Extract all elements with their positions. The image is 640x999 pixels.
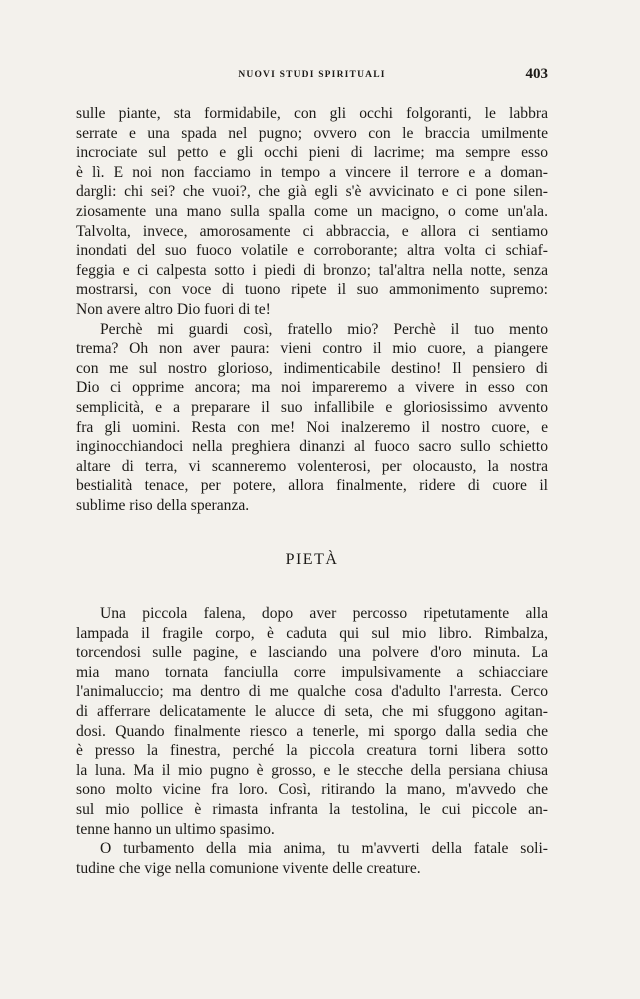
text-line: bestialità tenace, per potere, allora finalmente, ridere di cuore il xyxy=(76,477,548,495)
text-line: di afferrare delicatamente le alucce di seta, che mi sfuggono agitan- xyxy=(76,702,548,720)
page-number: 403 xyxy=(525,66,548,82)
text-line: mia mano tornata fanciulla corre impulsivamente a schiacciare xyxy=(76,663,548,681)
text-line: incrociate sul petto e gli occhi pieni di lacrime; ma sempre esso xyxy=(76,144,548,162)
running-title: NUOVI STUDI SPIRITUALI xyxy=(238,70,386,80)
text-line: sulle piante, sta formidabile, con gli occhi folgoranti, le labbra xyxy=(76,105,548,122)
text-line: Dio ci opprime ancora; ma noi impareremo a vivere in esso con xyxy=(76,379,548,397)
text-line: torcendosi sulle pagine, e lasciando una polvere d'oro minuta. La xyxy=(76,644,548,662)
text-line: ziosamente una mano sulla spalla come un macigno, o come un'ala. xyxy=(76,202,548,220)
text-line: tudine che vige nella comunione vivente delle creature. xyxy=(76,859,421,877)
text-line: lampada il fragile corpo, è caduta qui sul mio libro. Rimbalza, xyxy=(76,624,548,642)
text-line: inondati del suo fuoco volatile e corroborante; altra volta ci schiaf- xyxy=(76,242,548,260)
text-line: serrate e una spada nel pugno; ovvero con le braccia umilmente xyxy=(76,124,548,142)
text-line: Perchè mi guardi così, fratello mio? Perchè il tuo mento xyxy=(100,320,548,338)
text-line: Non avere altro Dio fuori di te! xyxy=(76,300,271,318)
paragraph-4 xyxy=(76,839,548,878)
text-line: sul mio pollice è rimasta infranta la testolina, le cui piccole an- xyxy=(76,800,548,818)
text-line: dargli: chi sei? che vuoi?, che già egli s'è avvicinato e ci pone silen- xyxy=(76,183,548,201)
page-header xyxy=(76,66,548,86)
text-line: con me sul nostro glorioso, indimenticabile destino! Il pensiero di xyxy=(76,359,548,377)
text-line: fra gli uomini. Resta con me! Noi inalzeremo il nostro cuore, e xyxy=(76,418,548,436)
paragraph-3 xyxy=(76,604,548,839)
text-line: tenne hanno un ultimo spasimo. xyxy=(76,820,275,838)
text-line: altare di terra, vi scanneremo volenterosi, per olocausto, la nostra xyxy=(76,457,548,475)
section-title: PIETÀ xyxy=(285,551,339,568)
text-line: sono molto vicine fra loro. Così, ritirando la mano, m'avvedo che xyxy=(76,781,548,799)
text-line: trema? Oh non aver paura: vieni contro il mio cuore, a piangere xyxy=(76,340,548,358)
text-line: inginocchiandoci nella preghiera dinanzi al fuoco sacro sullo schietto xyxy=(76,438,548,456)
text-line: sublime riso della speranza. xyxy=(76,496,250,514)
text-line: mostrarsi, con voce di tuono ripete il suo ammonimento supremo: xyxy=(76,281,548,299)
text-line: dosi. Quando finalmente riesco a tenerle, mi sporgo dalla sedia che xyxy=(76,722,548,740)
text-line: Talvolta, invece, amorosamente ci abbraccia, e allora ci sentiamo xyxy=(76,222,548,240)
text-line: è presso la finestra, perché la piccola creatura torni libera sotto xyxy=(76,742,548,760)
text-line: Una piccola falena, dopo aver percosso ripetutamente alla xyxy=(100,605,548,622)
text-line: la luna. Ma il mio pugno è grosso, e le stecche della persiana chiusa xyxy=(76,761,548,779)
text-line: è lì. E noi non facciamo in tempo a vincere il terrore e a doman- xyxy=(76,163,548,181)
text-line: l'animaluccio; ma dentro di me qualche cosa d'adulto l'arresta. Cerco xyxy=(76,683,548,701)
text-line: O turbamento della mia anima, tu m'avverti della fatale soli- xyxy=(100,840,548,858)
paragraph-2 xyxy=(76,320,548,516)
text-line: feggia e ci calpesta sotto i piedi di bronzo; tal'altra nella notte, senza xyxy=(76,261,548,279)
paragraph-1 xyxy=(76,104,548,320)
text-line: semplicità, e a preparare il suo infallibile e gloriosissimo avvento xyxy=(76,398,548,416)
